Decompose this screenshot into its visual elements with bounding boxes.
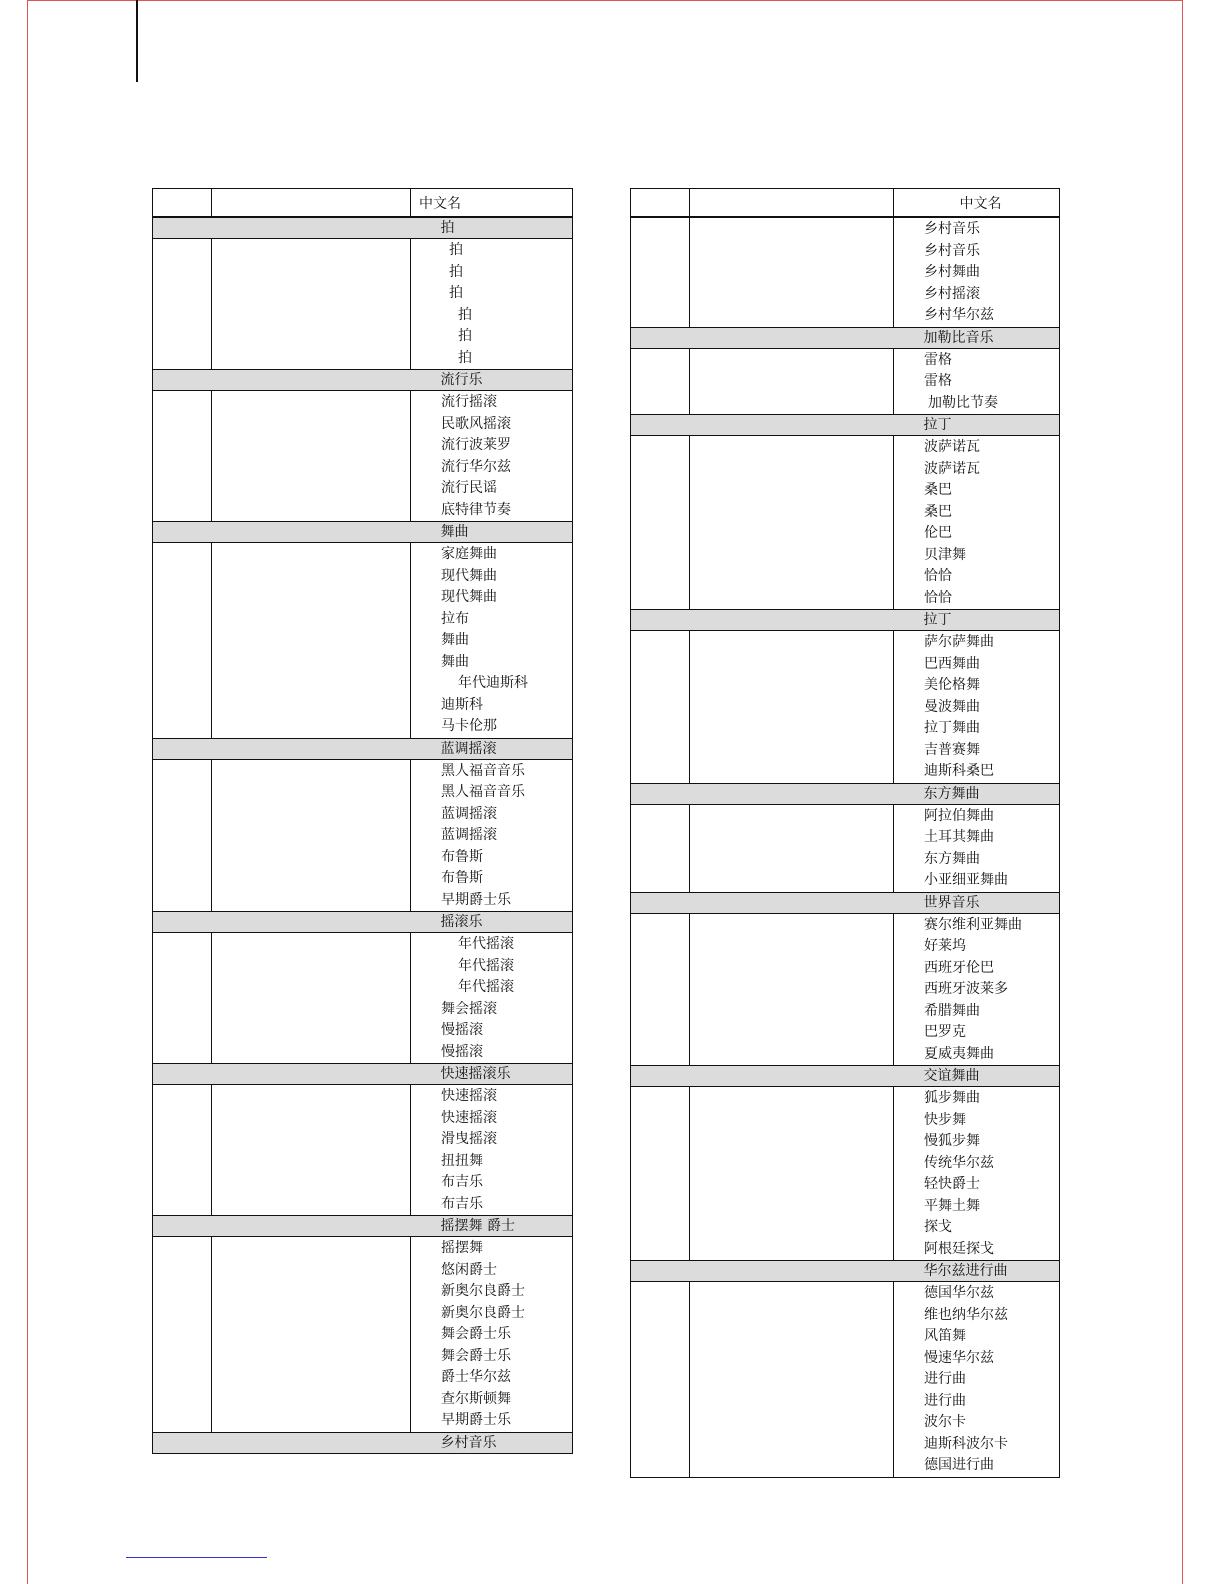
- name-list: [411, 543, 572, 738]
- list-item: 吉普赛舞: [924, 741, 980, 758]
- section-cell: [411, 912, 573, 933]
- list-item: 进行曲: [924, 1392, 966, 1409]
- list-item: 拍: [449, 242, 463, 258]
- section-title: 拉丁: [923, 612, 952, 628]
- entry-block: [153, 933, 573, 1064]
- list-item: 乡村华尔兹: [924, 307, 994, 323]
- page-edge: [27, 0, 28, 1584]
- list-item: 布鲁斯: [441, 870, 483, 886]
- section-cell: [894, 415, 1060, 436]
- list-item: 夏威夷舞曲: [924, 1045, 994, 1062]
- section-row: [153, 370, 573, 391]
- section-title: 交谊舞曲: [923, 1068, 980, 1084]
- list-item: 民歌风摇滚: [441, 415, 511, 432]
- section-row: [631, 415, 1060, 436]
- chinese-name-cell: [894, 217, 1060, 327]
- list-item: 恰恰: [924, 568, 952, 584]
- col-2-cell: [212, 1085, 411, 1216]
- list-item: 传统华尔兹: [924, 1154, 994, 1171]
- name-list: [894, 631, 1059, 783]
- section-spacer: [631, 1066, 894, 1087]
- list-item: 新奥尔良爵士: [441, 1304, 525, 1321]
- list-item: 拍: [449, 285, 463, 301]
- list-item: 慢速华尔兹: [924, 1349, 994, 1366]
- list-item: 平舞土舞: [924, 1197, 980, 1214]
- list-item: 现代舞曲: [441, 589, 497, 605]
- col-2-cell: [690, 217, 894, 327]
- col-2-cell: [690, 348, 894, 415]
- section-title: 加勒比音乐: [923, 329, 994, 346]
- entry-block: [153, 759, 573, 912]
- col-1-cell: [153, 759, 212, 912]
- list-item: 舞曲: [441, 653, 469, 670]
- chinese-name-cell: [411, 239, 573, 370]
- section-cell: [411, 1064, 573, 1085]
- list-item: 年代摇滚: [458, 936, 514, 952]
- col-2-cell: [212, 1237, 411, 1433]
- section-spacer: [153, 1432, 411, 1453]
- list-item: 快速摇滚: [441, 1109, 497, 1126]
- col-1-cell: [631, 1282, 690, 1478]
- section-title: 蓝调摇滚: [440, 740, 497, 757]
- list-item: 年代摇滚: [458, 957, 514, 974]
- list-item: 黑人福音音乐: [441, 784, 525, 800]
- section-row: [631, 1066, 1060, 1087]
- list-item: 舞曲: [441, 632, 469, 648]
- section-cell: [894, 783, 1060, 804]
- list-item: 扭扭舞: [441, 1152, 483, 1169]
- col-2-cell: [690, 1282, 894, 1478]
- list-item: 巴西舞曲: [924, 655, 980, 672]
- section-row: [153, 1432, 573, 1453]
- list-item: 小亚细亚舞曲: [924, 872, 1008, 888]
- list-item: 慢摇滚: [441, 1022, 483, 1038]
- section-spacer: [153, 912, 411, 933]
- list-item: 现代舞曲: [441, 567, 497, 584]
- col-2-cell: [212, 391, 411, 522]
- section-cell: [411, 217, 573, 239]
- list-item: 蓝调摇滚: [441, 827, 497, 843]
- page-edge: [1182, 0, 1183, 1584]
- list-item: 拉布: [441, 610, 469, 627]
- list-item: 进行曲: [924, 1371, 966, 1387]
- list-item: 查尔斯顿舞: [441, 1390, 511, 1407]
- section-title: 摇滚乐: [440, 914, 483, 930]
- section-row: [631, 610, 1060, 631]
- section-spacer: [153, 1064, 411, 1085]
- list-item: 乡村音乐: [924, 221, 980, 237]
- entry-block: [153, 1237, 573, 1433]
- list-item: 舞会爵士乐: [441, 1326, 511, 1342]
- page-edge: [27, 0, 1183, 1]
- col-1-cell: [153, 239, 212, 370]
- section-title: 拍: [440, 220, 455, 236]
- section-cell: [894, 610, 1060, 631]
- col-2-cell: [212, 543, 411, 739]
- list-item: 德国华尔兹: [924, 1285, 994, 1301]
- list-item: 恰恰: [924, 589, 952, 606]
- list-item: 迪斯科: [441, 696, 483, 713]
- list-item: 慢狐步舞: [924, 1133, 980, 1149]
- list-item: 维也纳华尔兹: [924, 1306, 1008, 1323]
- style-table-left: [152, 188, 573, 1454]
- section-title: 东方舞曲: [923, 785, 980, 802]
- name-list: [411, 1237, 572, 1432]
- section-spacer: [153, 1216, 411, 1237]
- list-item: 桑巴: [924, 503, 952, 520]
- header-col-1: [153, 189, 212, 218]
- entry-block: [631, 804, 1060, 892]
- entry-block: [631, 631, 1060, 784]
- section-cell: [894, 892, 1060, 913]
- header-chinese-name: 中文名: [411, 189, 573, 218]
- list-item: 美伦格舞: [924, 677, 980, 693]
- section-title: 舞曲: [440, 524, 469, 540]
- list-item: 马卡伦那: [441, 718, 497, 734]
- chinese-name-cell: [894, 436, 1060, 610]
- section-spacer: [631, 415, 894, 436]
- col-1-cell: [631, 631, 690, 784]
- name-list: [894, 218, 1059, 327]
- col-2-cell: [212, 759, 411, 912]
- list-item: 波尔卡: [924, 1414, 966, 1430]
- list-item: 滑曳摇滚: [441, 1131, 497, 1147]
- list-item: 波萨诺瓦: [924, 439, 980, 455]
- name-list: [411, 1085, 572, 1215]
- entry-block: [631, 217, 1060, 327]
- style-table-right: [630, 188, 1060, 1478]
- chinese-name-cell: [411, 391, 573, 522]
- list-item: 年代迪斯科: [458, 675, 528, 691]
- list-item: 流行摇滚: [441, 394, 497, 410]
- footnote-rule: [126, 1557, 267, 1558]
- list-item: 布鲁斯: [441, 848, 483, 865]
- section-cell: [894, 1261, 1060, 1282]
- list-item: 拍: [458, 349, 472, 366]
- list-item: 悠闲爵士: [441, 1261, 497, 1278]
- table-header: [153, 189, 573, 218]
- chinese-name-cell: [411, 759, 573, 912]
- list-item: 流行民谣: [441, 480, 497, 496]
- section-cell: [894, 1066, 1060, 1087]
- section-spacer: [153, 370, 411, 391]
- list-item: 萨尔萨舞曲: [924, 634, 994, 650]
- list-item: 底特律节奏: [441, 501, 511, 518]
- name-list: [411, 239, 572, 369]
- list-item: 拍: [458, 306, 472, 323]
- section-row: [631, 327, 1060, 348]
- section-title: 快速摇滚乐: [440, 1066, 511, 1082]
- name-list: [894, 436, 1059, 609]
- col-1-cell: [631, 436, 690, 610]
- section-spacer: [631, 327, 894, 348]
- list-item: 赛尔维利亚舞曲: [924, 916, 1022, 933]
- section-cell: [411, 738, 573, 759]
- list-item: 东方舞曲: [924, 850, 980, 867]
- section-row: [153, 1064, 573, 1085]
- section-title: 世界音乐: [923, 894, 980, 911]
- list-item: 桑巴: [924, 482, 952, 498]
- name-list: [894, 805, 1059, 892]
- entry-block: [153, 543, 573, 739]
- list-item: 德国进行曲: [924, 1457, 994, 1473]
- section-spacer: [153, 738, 411, 759]
- header-col-2: [212, 189, 411, 218]
- col-2-cell: [690, 1087, 894, 1261]
- col-1-cell: [153, 933, 212, 1064]
- col-1-cell: [153, 543, 212, 739]
- col-2-cell: [690, 631, 894, 784]
- table-body: [631, 217, 1060, 1477]
- section-row: [631, 1261, 1060, 1282]
- chinese-name-cell: [411, 1237, 573, 1433]
- chinese-name-cell: [894, 631, 1060, 784]
- section-spacer: [631, 610, 894, 631]
- header-col-1: [631, 189, 690, 218]
- section-spacer: [631, 1261, 894, 1282]
- chinese-name-cell: [411, 543, 573, 739]
- entry-block: [631, 436, 1060, 610]
- list-item: 雷格: [924, 373, 952, 389]
- header-chinese-name: 中文名: [894, 189, 1060, 218]
- col-1-cell: [631, 217, 690, 327]
- section-cell: [411, 370, 573, 391]
- col-2-cell: [690, 436, 894, 610]
- list-item: 拉丁舞曲: [924, 720, 980, 736]
- list-item: 新奥尔良爵士: [441, 1283, 525, 1299]
- col-1-cell: [153, 391, 212, 522]
- list-item: 迪斯科桑巴: [924, 763, 994, 779]
- name-list: [894, 914, 1059, 1066]
- list-item: 雷格: [924, 351, 952, 368]
- list-item: 拍: [458, 328, 472, 344]
- list-item: 蓝调摇滚: [441, 805, 497, 822]
- col-1-cell: [631, 804, 690, 892]
- section-row: [631, 892, 1060, 913]
- list-item: 爵士华尔兹: [441, 1369, 511, 1385]
- section-row: [153, 217, 573, 239]
- section-cell: [411, 1216, 573, 1237]
- list-item: 好莱坞: [924, 938, 966, 954]
- chinese-name-cell: [894, 913, 1060, 1066]
- name-list: [894, 1282, 1059, 1477]
- list-item: 黑人福音音乐: [441, 762, 525, 779]
- section-spacer: [631, 892, 894, 913]
- list-item: 摇摆舞: [441, 1240, 483, 1256]
- section-title: 拉丁: [923, 417, 952, 433]
- chinese-name-cell: [894, 1282, 1060, 1478]
- entry-block: [631, 1282, 1060, 1478]
- list-item: 贝津舞: [924, 546, 966, 563]
- col-1-cell: [153, 1085, 212, 1216]
- chinese-name-cell: [894, 348, 1060, 415]
- list-item: 迪斯科波尔卡: [924, 1435, 1008, 1452]
- list-item: 轻快爵士: [924, 1176, 980, 1192]
- list-item: 快速摇滚: [441, 1088, 497, 1104]
- list-item: 乡村音乐: [924, 242, 980, 259]
- list-item: 伦巴: [924, 525, 952, 541]
- section-spacer: [153, 217, 411, 239]
- list-item: 希腊舞曲: [924, 1002, 980, 1019]
- list-item: 流行华尔兹: [441, 458, 511, 475]
- list-item: 乡村摇滚: [924, 285, 980, 302]
- section-spacer: [153, 522, 411, 543]
- col-1-cell: [153, 1237, 212, 1433]
- list-item: 土耳其舞曲: [924, 829, 994, 845]
- section-row: [153, 1216, 573, 1237]
- list-item: 流行波莱罗: [441, 437, 511, 453]
- col-2-cell: [690, 913, 894, 1066]
- name-list: [411, 760, 572, 912]
- section-row: [153, 738, 573, 759]
- col-2-cell: [690, 804, 894, 892]
- section-title: 流行乐: [440, 372, 483, 388]
- col-1-cell: [631, 348, 690, 415]
- list-item: 快步舞: [924, 1111, 966, 1128]
- chinese-name-cell: [894, 1087, 1060, 1261]
- list-item: 布吉乐: [441, 1174, 483, 1190]
- list-item: 年代摇滚: [458, 979, 514, 995]
- section-spacer: [631, 783, 894, 804]
- list-item: 西班牙伦巴: [924, 959, 994, 976]
- entry-block: [631, 913, 1060, 1066]
- list-item: 风笛舞: [924, 1328, 966, 1344]
- entry-block: [631, 1087, 1060, 1261]
- name-list: [411, 391, 572, 521]
- name-list: [894, 349, 1059, 415]
- list-item: 拍: [449, 263, 463, 280]
- margin-bar: [136, 0, 138, 82]
- list-item: 西班牙波莱多: [924, 981, 1008, 997]
- list-item: 早期爵士乐: [441, 1412, 511, 1428]
- list-item: 曼波舞曲: [924, 698, 980, 715]
- list-item: 早期爵士乐: [441, 891, 511, 908]
- chinese-name-cell: [411, 1085, 573, 1216]
- section-title: 乡村音乐: [440, 1434, 497, 1451]
- header-col-2: [690, 189, 894, 218]
- list-item: 阿根廷探戈: [924, 1240, 994, 1257]
- section-cell: [411, 1432, 573, 1453]
- col-2-cell: [212, 239, 411, 370]
- list-item: 舞会摇滚: [441, 1000, 497, 1017]
- entry-block: [153, 239, 573, 370]
- chinese-name-cell: [411, 933, 573, 1064]
- list-item: 布吉乐: [441, 1195, 483, 1212]
- col-1-cell: [631, 913, 690, 1066]
- list-item: 探戈: [924, 1219, 952, 1235]
- name-list: [894, 1087, 1059, 1260]
- list-item: 乡村舞曲: [924, 264, 980, 280]
- table-body: [153, 217, 573, 1453]
- entry-block: [153, 391, 573, 522]
- table-header: [631, 189, 1060, 218]
- list-item: 家庭舞曲: [441, 546, 497, 562]
- list-item: 加勒比节奏: [928, 394, 998, 411]
- chinese-name-cell: [894, 804, 1060, 892]
- entry-block: [153, 1085, 573, 1216]
- list-item: 舞会爵士乐: [441, 1347, 511, 1364]
- list-item: 慢摇滚: [441, 1043, 483, 1060]
- list-item: 巴罗克: [924, 1024, 966, 1040]
- list-item: 狐步舞曲: [924, 1090, 980, 1106]
- col-1-cell: [631, 1087, 690, 1261]
- name-list: [411, 933, 572, 1063]
- col-2-cell: [212, 933, 411, 1064]
- section-row: [153, 522, 573, 543]
- entry-block: [631, 348, 1060, 415]
- section-cell: [411, 522, 573, 543]
- section-row: [153, 912, 573, 933]
- list-item: 阿拉伯舞曲: [924, 807, 994, 824]
- section-cell: [894, 327, 1060, 348]
- section-title: 华尔兹进行曲: [923, 1263, 1008, 1279]
- list-item: 波萨诺瓦: [924, 460, 980, 477]
- section-title: 摇摆舞 爵士: [440, 1218, 515, 1234]
- section-row: [631, 783, 1060, 804]
